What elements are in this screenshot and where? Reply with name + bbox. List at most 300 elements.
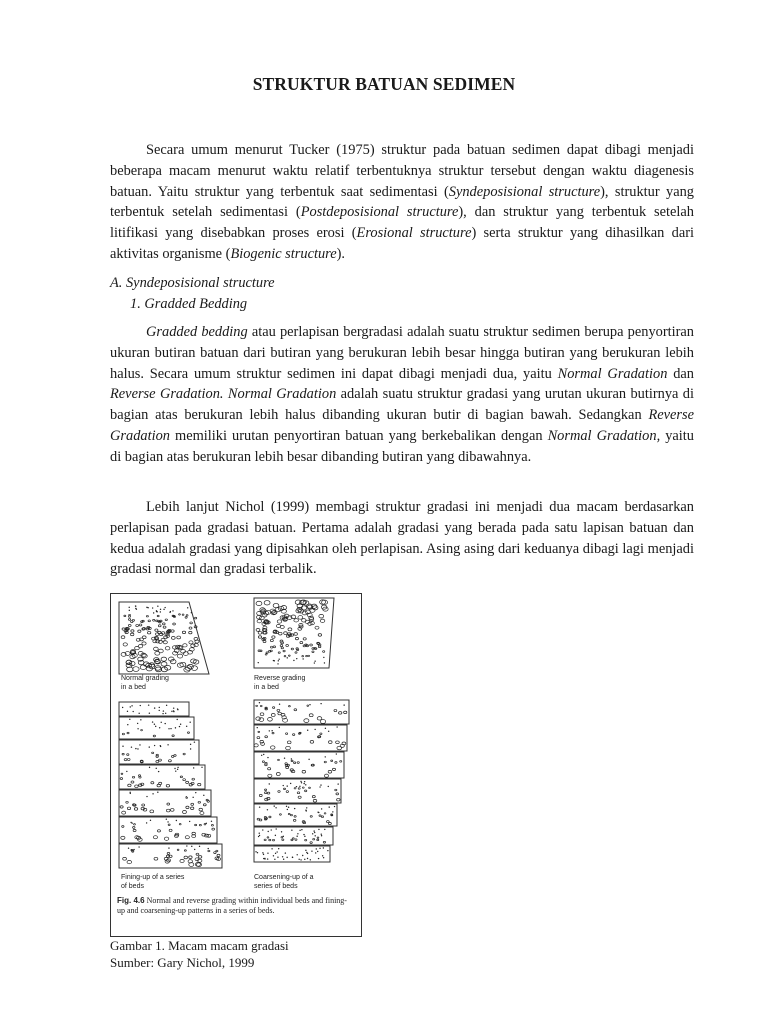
grain — [284, 632, 288, 635]
grain — [259, 794, 262, 796]
caption-line-2: Sumber: Gary Nichol, 1999 — [110, 955, 255, 970]
subsection-heading-1: 1. Gradded Bedding — [130, 296, 248, 312]
grain — [318, 646, 321, 648]
grain — [321, 835, 322, 836]
grain — [122, 707, 123, 708]
grain — [269, 730, 270, 731]
grain — [304, 859, 305, 860]
grain — [320, 784, 321, 785]
grain — [186, 726, 187, 727]
grain — [257, 852, 258, 853]
grain — [264, 858, 265, 859]
grain — [258, 836, 259, 837]
grain — [290, 814, 292, 816]
grain — [190, 748, 191, 749]
grain — [170, 660, 176, 664]
grain — [140, 705, 141, 706]
grain — [189, 821, 190, 822]
grain — [310, 859, 311, 860]
grain — [278, 791, 280, 793]
grain — [152, 721, 153, 722]
grain — [287, 785, 288, 786]
grain — [269, 816, 271, 818]
grain — [138, 846, 139, 847]
grain — [128, 784, 131, 787]
grain — [153, 619, 155, 621]
grain — [321, 808, 322, 809]
grain — [130, 706, 131, 707]
grain — [298, 859, 299, 860]
grain — [339, 712, 342, 715]
grain — [159, 727, 160, 728]
grain — [204, 824, 206, 825]
grain — [256, 705, 258, 706]
grain — [278, 660, 279, 661]
grain — [325, 756, 326, 757]
grain — [273, 855, 274, 856]
grain — [175, 727, 176, 728]
grain — [165, 647, 170, 650]
grain — [179, 614, 181, 615]
grain — [262, 852, 263, 853]
grain — [335, 789, 337, 791]
grain — [177, 654, 182, 658]
text-run: ), struktur yang terbentuk setelah sedimentasi ( — [110, 183, 695, 221]
grain — [129, 607, 130, 608]
figure-number: Fig. 4.6 — [117, 896, 145, 905]
grain — [182, 631, 185, 634]
grain — [151, 782, 154, 784]
label-fining-up: Fining-up of a series — [121, 874, 185, 881]
grain — [334, 806, 335, 807]
grain — [127, 807, 130, 810]
grain — [307, 705, 309, 706]
grain — [186, 796, 187, 797]
grain — [168, 728, 169, 729]
grain — [127, 732, 129, 734]
grain — [189, 863, 194, 867]
grain — [268, 768, 271, 770]
grain — [319, 848, 320, 849]
grain — [130, 793, 131, 794]
grain — [182, 614, 184, 615]
grain — [288, 655, 290, 656]
grain — [313, 838, 315, 840]
grain — [195, 824, 197, 826]
grain — [323, 847, 324, 848]
fining-bed — [119, 717, 194, 739]
grain — [191, 612, 192, 613]
grain — [336, 726, 337, 727]
grain — [177, 767, 178, 768]
grain — [272, 732, 274, 734]
grain — [127, 711, 128, 712]
grain — [335, 762, 337, 764]
italic-run: Postdeposisional structure — [300, 204, 459, 221]
grain — [185, 617, 187, 619]
grain — [159, 707, 160, 708]
grain — [130, 633, 134, 636]
grain — [168, 760, 171, 762]
grain — [268, 774, 272, 777]
grain — [203, 804, 206, 806]
grain — [160, 609, 161, 610]
grain — [259, 718, 264, 722]
grain — [269, 839, 271, 841]
grain — [279, 727, 280, 728]
grain — [140, 719, 141, 720]
grain — [307, 730, 308, 731]
grain — [208, 848, 209, 849]
grain — [131, 746, 132, 747]
grain — [320, 733, 322, 735]
grain — [157, 792, 158, 793]
grain — [133, 827, 135, 829]
italic-run: Biogenic structure — [230, 245, 337, 262]
grain — [212, 828, 215, 830]
grain — [260, 713, 264, 716]
grain — [298, 796, 301, 798]
grain — [277, 663, 278, 664]
fining-bed — [119, 790, 211, 816]
grain — [168, 847, 169, 848]
grain — [177, 849, 179, 850]
grain — [132, 619, 134, 621]
text-run: Secara umum menurut Tucker (1975) struktur pada batuan sedimen dapat dibagi menjadi beberapa macam menurut waktu relatif terbentuknya struktur tersebut dengan waktu diagenesis batuan. Yaitu struktur yang terbentuk saat sedimentasi ( — [110, 142, 694, 200]
grain — [192, 797, 193, 798]
grain — [181, 649, 186, 653]
text-run: dan — [667, 365, 694, 382]
grain — [186, 615, 188, 616]
grain — [305, 850, 306, 851]
grain — [195, 617, 197, 619]
grain — [278, 652, 280, 654]
grain — [286, 644, 289, 646]
grain — [134, 824, 136, 825]
grain — [177, 708, 178, 709]
grain — [268, 718, 273, 722]
grain — [310, 644, 313, 646]
grain — [312, 651, 314, 653]
grain — [270, 650, 272, 652]
grain — [187, 664, 193, 669]
grain — [137, 728, 138, 729]
text-run: ), dan struktur yang terbentuk setelah litifikasi yang disebabkan proses erosi ( — [110, 204, 694, 242]
grain — [314, 660, 315, 661]
grain — [273, 707, 275, 709]
grain — [164, 837, 168, 840]
grain — [184, 850, 186, 851]
grain — [294, 762, 296, 764]
grain — [302, 787, 304, 788]
grain — [131, 630, 134, 632]
grain — [271, 848, 272, 849]
label-normal-grading-sub: in a bed — [121, 684, 146, 691]
grain — [142, 804, 145, 806]
grain — [297, 854, 298, 855]
grain — [177, 769, 178, 770]
grain — [299, 830, 300, 831]
grain — [273, 660, 274, 661]
grading-diagram — [111, 594, 361, 936]
grain — [299, 786, 300, 787]
grain — [257, 727, 258, 728]
text-run: adalah suatu struktur gradasi yang urutan ukuran butirnya di bagian atas berukuran lebih halus dibanding ukuran butir di bagian bawah. Sedangkan — [110, 386, 694, 424]
grain — [294, 816, 296, 818]
grain — [260, 705, 262, 706]
grain — [138, 713, 139, 714]
grain — [302, 770, 306, 773]
grain — [302, 656, 304, 657]
grain — [295, 839, 297, 841]
grain — [128, 619, 130, 621]
grain — [294, 633, 298, 636]
grain — [190, 622, 193, 624]
grain — [317, 717, 322, 720]
grain — [277, 857, 278, 858]
grain — [126, 771, 127, 772]
grain — [265, 654, 267, 655]
grain — [163, 609, 164, 610]
grain — [154, 647, 159, 651]
grain — [314, 832, 315, 833]
grain — [324, 774, 328, 777]
grain — [326, 821, 329, 823]
grain — [217, 854, 220, 856]
grain — [121, 773, 123, 774]
coarsening-bed — [254, 725, 347, 751]
grain — [133, 804, 136, 806]
grain — [263, 754, 264, 755]
grain — [306, 655, 308, 656]
grain — [264, 601, 270, 605]
grain — [154, 857, 158, 860]
grain — [260, 650, 262, 652]
grain — [200, 812, 204, 815]
grain — [186, 781, 189, 783]
section-heading-a: A. Syndeposisional structure — [110, 275, 275, 291]
grain — [120, 778, 123, 780]
grain — [324, 829, 325, 830]
grain — [318, 812, 319, 813]
grain — [328, 786, 329, 787]
grain — [324, 813, 326, 814]
grain — [187, 607, 188, 608]
grain — [309, 704, 310, 705]
grain — [199, 846, 200, 847]
paragraph-intro — [110, 140, 694, 265]
grain — [185, 836, 189, 839]
grain — [319, 614, 324, 618]
grain — [170, 728, 171, 729]
grain — [216, 850, 218, 852]
grain — [291, 829, 292, 830]
grain — [135, 785, 139, 788]
grain — [135, 608, 136, 609]
grain — [158, 625, 161, 627]
grain — [255, 851, 256, 852]
grain — [276, 772, 280, 775]
grain — [191, 846, 192, 847]
grain — [284, 758, 285, 759]
grain — [304, 719, 309, 723]
grain — [152, 793, 153, 794]
grain — [280, 645, 283, 647]
grain — [294, 619, 299, 622]
grain — [272, 839, 274, 841]
grain — [278, 759, 280, 760]
grain — [263, 640, 266, 642]
grain — [294, 808, 295, 809]
grain — [267, 809, 268, 810]
grain — [164, 607, 165, 608]
grain — [186, 845, 187, 846]
grain — [189, 631, 192, 634]
grain — [122, 826, 124, 828]
grain — [195, 792, 196, 793]
grain — [122, 753, 124, 755]
grain — [288, 628, 292, 631]
grain — [286, 806, 287, 807]
grain — [319, 815, 321, 817]
label-coarsening-up: Coarsening-up of a — [254, 874, 314, 881]
grain — [169, 829, 172, 831]
grain — [295, 637, 298, 639]
grain — [174, 768, 175, 769]
grain — [270, 639, 273, 641]
paragraph-gradded-bedding — [110, 322, 694, 468]
grain — [134, 808, 137, 811]
grain — [124, 615, 126, 617]
grain — [293, 660, 294, 661]
grain — [120, 806, 123, 808]
grain — [287, 809, 288, 810]
grain — [325, 728, 326, 729]
grain — [167, 803, 170, 805]
grain — [287, 741, 291, 744]
grain — [157, 615, 159, 617]
grain — [295, 652, 297, 654]
grain — [278, 658, 279, 659]
grain — [275, 853, 276, 854]
grain — [268, 831, 269, 832]
grain — [155, 726, 156, 727]
grain — [191, 803, 194, 805]
grain — [328, 770, 332, 773]
grain — [148, 704, 149, 705]
grain — [332, 768, 335, 770]
grain — [153, 836, 157, 839]
grain — [138, 645, 142, 648]
grain — [263, 854, 264, 855]
label-fining-up-sub: of beds — [121, 883, 144, 890]
grain — [262, 829, 263, 830]
grain — [179, 726, 180, 727]
grain — [259, 806, 260, 807]
grain — [258, 662, 259, 663]
grain — [320, 720, 325, 724]
grain — [264, 839, 266, 841]
italic-run: Syndeposisional structure — [448, 183, 601, 200]
grain — [142, 642, 146, 645]
grain — [139, 744, 140, 745]
grain — [172, 610, 173, 611]
grain — [301, 829, 302, 830]
grain — [132, 711, 133, 712]
grain — [331, 760, 333, 761]
text-run: yaitu di bagian atas berukuran lebih besar dibanding butiran yang dibawahnya. — [110, 427, 694, 465]
grain — [146, 822, 147, 823]
grain — [318, 634, 321, 637]
grain — [132, 776, 134, 778]
grain — [256, 628, 260, 631]
grain — [198, 783, 201, 785]
grading-figure — [110, 593, 362, 937]
grain — [152, 752, 154, 754]
grain — [286, 746, 291, 749]
grain — [304, 836, 305, 837]
grain — [160, 745, 161, 746]
label-coarsening-up-sub: series of beds — [254, 883, 298, 890]
grain — [158, 771, 159, 772]
grain — [167, 852, 170, 854]
grain — [256, 717, 261, 720]
grain — [272, 636, 275, 638]
grain — [199, 824, 201, 826]
grain — [303, 783, 304, 784]
grain — [127, 758, 130, 760]
grain — [315, 626, 319, 629]
grain — [305, 809, 306, 810]
grain — [293, 819, 296, 821]
grain — [127, 754, 129, 756]
grain — [189, 721, 190, 722]
grain — [275, 828, 276, 829]
grain — [271, 730, 272, 731]
grain — [167, 744, 168, 745]
grain — [180, 724, 181, 725]
italic-run: Normal Gradation, — [547, 427, 661, 444]
grain — [313, 799, 317, 802]
grain — [279, 814, 281, 815]
grain — [291, 760, 293, 761]
grain — [183, 811, 187, 814]
label-reverse-grading: Reverse grading — [254, 675, 306, 682]
grain — [294, 709, 297, 711]
grain — [280, 626, 284, 629]
grain — [257, 620, 262, 623]
grain — [126, 660, 132, 664]
grain — [324, 761, 326, 763]
grain — [121, 836, 125, 839]
grain — [305, 839, 307, 841]
grain — [154, 707, 155, 708]
grain — [165, 619, 167, 621]
grain — [344, 711, 347, 713]
grain — [281, 837, 283, 838]
grain — [258, 631, 262, 634]
grain — [184, 667, 190, 672]
grain — [284, 788, 286, 790]
document-title: STRUKTUR BATUAN SEDIMEN — [252, 74, 516, 94]
grain — [156, 760, 159, 762]
grain — [149, 713, 150, 714]
grain — [317, 837, 319, 838]
grain — [159, 759, 162, 761]
grain — [172, 735, 174, 737]
grain — [281, 647, 283, 649]
grain — [156, 640, 160, 643]
